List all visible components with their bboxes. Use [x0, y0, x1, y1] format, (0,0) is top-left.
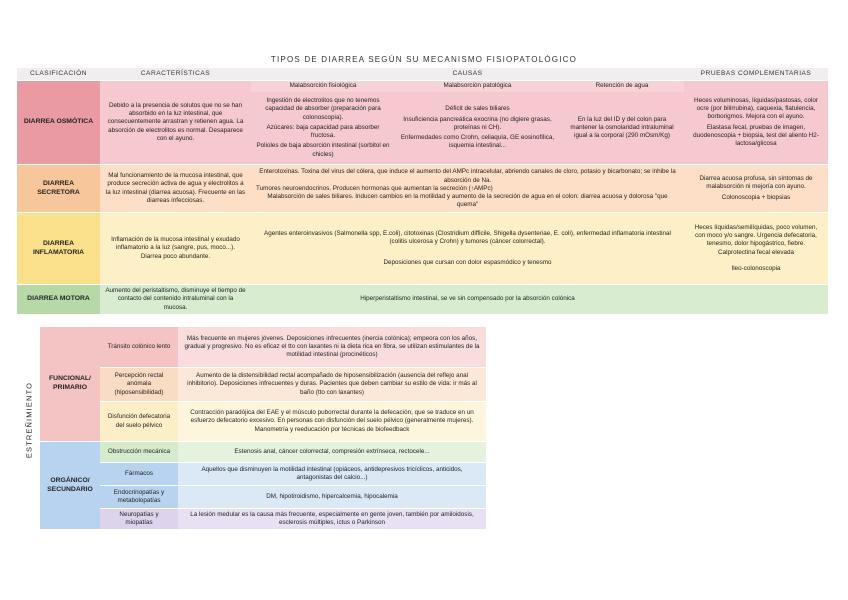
subheader-malabsorcion-patologica: Malabsorción patológica	[395, 81, 560, 92]
estrenimiento-row-name: Fármacos	[100, 463, 178, 485]
header-causas: CAUSAS	[251, 68, 684, 80]
osmotica-retencion-agua: En la luz del ID y del colon para mantener la osmolaridad intraluminal igual a la corporal (290 mOsm/Kg)	[560, 92, 684, 164]
motora-caracteristicas: Aumento del peristaltismo, disminuye el tiempo de contacto del contenido intraluminal con la mucosa.	[100, 285, 251, 314]
estrenimiento-row-name: Tránsito colónico lento	[100, 327, 178, 367]
osmotica-pruebas-1: Heces voluminosas, líquidas/pastosas, color ocre (por bilirrubina), caquexia, flatulencia, borborigmos. Mejora con el ayuno.	[694, 96, 818, 121]
secretora-pruebas-1: Diarrea acuosa profusa, sin síntomas de malabsorción ni mejoría con ayuno.	[699, 175, 813, 191]
osmotica-pruebas-2: Elastasa fecal, pruebas de imagen, duodenoscopia + biopsia, test del aliento H2-lactosa/glicosa	[693, 123, 819, 148]
row-label-inflamatoria: DIARREA INFLAMATORIA	[17, 213, 100, 284]
osmotica-pato-3: Enfermedades como Crohn, celiaquía, GE eosinofílica, isquemia intestinal...	[400, 134, 555, 150]
funcional-primario-label: FUNCIONAL/ PRIMARIO	[40, 327, 100, 441]
osmotica-caracteristicas: Debido a la presencia de solutos que no se han absorbido en la luz intestinal, que consecuentemente arrastran y retienen agua. La absorción de electrolitos es normal. Desaparece con el ayuno.	[100, 81, 251, 164]
inflamatoria-pruebas-1: Heces líquidas/semilíquidas, poco volumen, con moco y/o sangre. Urgencia defecatoria, tenesmo, dolor hipogástrico, fiebre. Calprotectina fecal elevada	[694, 223, 818, 256]
row-label-secretora: DIARREA SECRETORA	[17, 165, 100, 212]
page-title: TIPOS DE DIARREA SEGÚN SU MECANISMO FISIOPATOLÓGICO	[270, 55, 578, 64]
secretora-causa-3: Malabsorción de sales biliares. Inducen cambios en la motilidad y aumento de la secreción de agua en el colon: diarrea acuosa y dolorosa "que quema"	[267, 193, 668, 209]
subheader-retencion-agua: Retención de agua	[560, 81, 684, 92]
osmotica-fisio-1: Ingestión de electrolitos que no tenemos capacidad de absorber (preparación para colonoscopia).	[265, 96, 381, 121]
row-label-motora: DIARREA MOTORA	[17, 285, 100, 314]
estrenimiento-row-name: Neuropatías y miopatías	[100, 509, 178, 529]
secretora-caracteristicas: Mal funcionamiento de la mucosa intestinal, que produce secreción activa de agua y electrolitos a la luz intestinal (diarrea acuosa). Frecuente en las diarreas infecciosas.	[100, 165, 251, 212]
estrenimiento-row-desc: Más frecuente en mujeres jóvenes. Deposiciones infrecuentes (inercia colónica); empeora con los años, gradual y progresivo. No es eficaz el tto con laxantes ni la dieta rica en fibra, se utilizan estimulantes de la motilidad intestinal (procinéticos)	[178, 327, 486, 367]
osmotica-malabsorcion-patologica	[395, 92, 560, 164]
inflamatoria-caracteristicas: Inflamación de la mucosa intestinal y exudado inflamatorio a la luz (sangre, pus, moco...). Diarrea poco abundante.	[100, 213, 251, 284]
estrenimiento-row-desc: Estenosis anal, cáncer colorrectal, compresión extrínseca, rectocele...	[178, 442, 486, 462]
osmotica-pruebas	[684, 81, 828, 164]
estrenimiento-row-desc: Aquellos que disminuyen la motilidad intestinal (opiáceos, antidepresivos tricíclicos, anticidos, antagonistas del calcio...)	[178, 463, 486, 485]
row-label-osmotica: DIARREA OSMÓTICA	[17, 81, 100, 164]
secretora-causa-2: Tumores neuroendocrinos. Producen hormonas que aumentan la secreción (↑AMPc)	[256, 184, 493, 192]
motora-pruebas	[684, 285, 828, 314]
organico-secundario-label: ORGÁNICO/ SECUNDARIO	[40, 442, 100, 529]
inflamatoria-causa-1: Agentes enteroinvasivos (Salmonella spp, E.coli), citotoxinas (Clostridium difficile, Shigella dysenteriae, E. coli), enfermedad inflamatoria intestinal (colitis ulcerosa y Crohn) y tumores (cáncer colorrectal).	[264, 230, 671, 246]
subheader-malabsorcion-fisiologica: Malabsorción fisiológica	[251, 81, 395, 92]
secretora-causas	[251, 165, 684, 212]
osmotica-fisio-3: Polioles de baja absorción intestinal (sorbitol en chicles)	[256, 142, 390, 158]
estrenimiento-row-name: Endocrinopatías y metabolopatías	[100, 486, 178, 508]
inflamatoria-causas	[251, 213, 684, 284]
secretora-pruebas-2: Colonoscopia + biopsias	[721, 193, 791, 201]
osmotica-malabsorcion-fisiologica	[251, 92, 395, 164]
inflamatoria-pruebas-2: Ileo-colonoscopia	[731, 264, 781, 272]
motora-causas: Hiperperistaltismo intestinal, se ve sin compensado por la absorción colónica	[251, 285, 684, 314]
estrenimiento-label: ESTREÑIMIENTO	[24, 381, 34, 459]
osmotica-fisio-2: Azúcares: baja capacidad para absorber fructosa.	[266, 123, 380, 140]
inflamatoria-pruebas	[684, 213, 828, 284]
estrenimiento-row-name: Obstrucción mecánica	[100, 442, 178, 462]
header-clasificacion: CLASIFICACIÓN	[17, 68, 100, 80]
inflamatoria-causa-2: Deposiciones que cursan con dolor espasmódico y tenesmo	[383, 258, 552, 266]
estrenimiento-row-desc: Aumento de la distensibilidad rectal acompañado de hiposensibilización (ausencia del reflejo anal inhibitorio). Deposiciones infrecuentes y duras. Pacientes que deben cambiar su estilo de vida: ir más al baño (tto con laxantes)	[178, 368, 486, 401]
estrenimiento-row-name: Percepción rectal anómala (hiposensibilidad)	[100, 368, 178, 401]
header-pruebas: PRUEBAS COMPLEMENTARIAS	[684, 68, 828, 80]
osmotica-pato-1: Déficit de sales biliares	[445, 105, 510, 113]
estrenimiento-row-desc: La lesión medular es la causa más frecuente, especialmente en gente joven, también por amiloidosis, esclerosis múltiples, ictus o Parkinson	[178, 509, 486, 529]
header-caracteristicas: CARACTERÍSTICAS	[100, 68, 251, 80]
osmotica-pato-2: Insuficiencia pancreática exocrina (no digiere grasas, proteínas ni CH).	[403, 115, 552, 131]
secretora-causa-1: Enterotoxinas. Toxina del virus del cólera, que induce el aumento del AMPc intracelular, abriendo canales de cloro, potasio y bicarbonato; se inhibe la absorción de Na.	[259, 168, 676, 184]
secretora-pruebas	[684, 165, 828, 212]
estrenimiento-row-desc: DM, hipotiroidismo, hipercalcemia, hipocalemia	[178, 486, 486, 508]
estrenimiento-row-desc: Contracción paradójica del EAE y el músculo puborrectal durante la defecación, que se traduce en un esfuerzo defecatorio excesivo. En personas con disfunción del suelo pélvico (generalmente mujeres). Manometría y reeducación por técnicas de biofeedback	[178, 402, 486, 441]
estrenimiento-row-name: Disfunción defecatoria del suelo pélvico	[100, 402, 178, 441]
